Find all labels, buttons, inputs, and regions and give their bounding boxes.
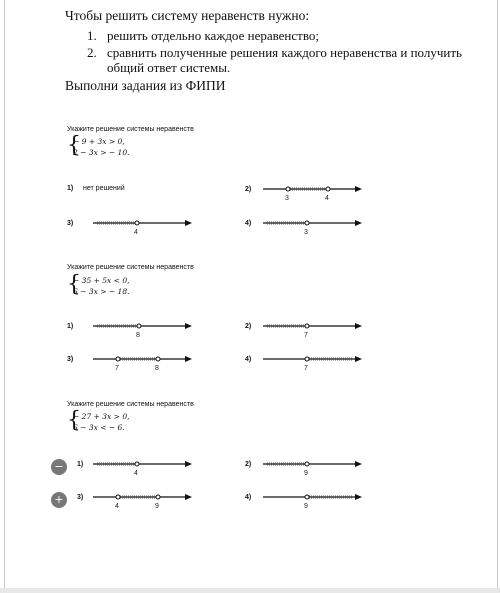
- tick-label: 9: [155, 503, 159, 510]
- point-open: [116, 495, 120, 499]
- task-1-option-3[interactable]: 3): [67, 220, 74, 227]
- tick-label: 4: [134, 470, 138, 477]
- system-brace: {: [67, 408, 81, 433]
- task-1-option-4-numberline: [263, 216, 363, 236]
- zoom-out-icon[interactable]: −: [51, 459, 67, 475]
- axis-arrow: [185, 356, 192, 362]
- intro-title: Чтобы решить систему неравенств нужно:: [65, 8, 310, 23]
- task-3-title: Укажите решение системы неравенств: [67, 401, 194, 408]
- tick-label: 3: [285, 195, 289, 202]
- document-page: [4, 0, 498, 589]
- task-2-option-2[interactable]: 2): [245, 323, 252, 330]
- inequality-1: − 9 + 3x > 0,: [73, 137, 125, 146]
- tick-label: 7: [304, 332, 308, 339]
- point-open: [156, 357, 160, 361]
- tick-label: 9: [304, 503, 308, 510]
- tick-label: 7: [304, 365, 308, 372]
- axis-arrow: [355, 220, 362, 226]
- task-3-option-3[interactable]: 3): [77, 494, 84, 501]
- point-open: [305, 221, 309, 225]
- step-item: [87, 45, 467, 75]
- task-3-option-4[interactable]: 4): [245, 494, 252, 501]
- step-number: 1.: [87, 28, 97, 43]
- point-open: [305, 324, 309, 328]
- point-open: [305, 495, 309, 499]
- tick-label: 4: [325, 195, 329, 202]
- task-2-option-1-numberline: [93, 319, 193, 339]
- task-1-option-2-numberline: [263, 182, 363, 202]
- axis-arrow: [185, 461, 192, 467]
- task-1-option-1[interactable]: 1): [67, 185, 74, 192]
- axis-arrow: [355, 323, 362, 329]
- point-open: [286, 187, 290, 191]
- task-2-option-3[interactable]: 3): [67, 356, 74, 363]
- point-open: [305, 462, 309, 466]
- task-2-option-3-numberline: [93, 352, 193, 372]
- axis-arrow: [355, 494, 362, 500]
- point-open: [137, 324, 141, 328]
- task-3-option-3-numberline: [93, 490, 193, 510]
- subtitle: Выполни задания из ФИПИ: [65, 78, 226, 93]
- task-1-option-4[interactable]: 4): [245, 220, 252, 227]
- zoom-in-icon[interactable]: +: [51, 492, 67, 508]
- task-1-option-2[interactable]: 2): [245, 186, 252, 193]
- steps-list: [87, 28, 467, 77]
- task-2-option-2-numberline: [263, 319, 363, 339]
- system-brace: {: [67, 272, 81, 297]
- axis-arrow: [355, 356, 362, 362]
- tick-label: 3: [304, 229, 308, 236]
- tick-label: 4: [134, 229, 138, 236]
- inequality-2: 6 − 3x > − 18.: [73, 287, 130, 296]
- task-3-option-1-numberline: [93, 457, 193, 477]
- task-1-option-1-text: нет решений: [83, 185, 125, 192]
- point-open: [156, 495, 160, 499]
- inequality-1: − 27 + 3x > 0,: [73, 412, 130, 421]
- system-brace: {: [67, 133, 81, 158]
- point-open: [305, 357, 309, 361]
- step-text: сравнить полученные решения каждого неравенства и получить общий ответ системы.: [107, 45, 462, 75]
- axis-arrow: [355, 461, 362, 467]
- task-3-option-2[interactable]: 2): [245, 461, 252, 468]
- task-1-title: Укажите решение системы неравенств: [67, 126, 194, 133]
- task-2-option-4[interactable]: 4): [245, 356, 252, 363]
- point-open: [135, 221, 139, 225]
- axis-arrow: [185, 494, 192, 500]
- tick-label: 8: [136, 332, 140, 339]
- inequality-2: 2 − 3x > − 10.: [73, 148, 130, 157]
- point-open: [326, 187, 330, 191]
- axis-arrow: [185, 220, 192, 226]
- point-open: [116, 357, 120, 361]
- task-3-option-1[interactable]: 1): [77, 461, 84, 468]
- inequality-1: − 35 + 5x < 0,: [73, 276, 130, 285]
- tick-label: 9: [304, 470, 308, 477]
- task-2-option-4-numberline: [263, 352, 363, 372]
- axis-arrow: [185, 323, 192, 329]
- inequality-2: 6 − 3x < − 6.: [73, 423, 125, 432]
- tick-label: 8: [155, 365, 159, 372]
- task-2-title: Укажите решение системы неравенств: [67, 264, 194, 271]
- tick-label: 4: [115, 503, 119, 510]
- task-3-option-4-numberline: [263, 490, 363, 510]
- task-2-option-1[interactable]: 1): [67, 323, 74, 330]
- task-3-option-2-numberline: [263, 457, 363, 477]
- step-number: 2.: [87, 45, 97, 60]
- point-open: [135, 462, 139, 466]
- tick-label: 7: [115, 365, 119, 372]
- axis-arrow: [355, 186, 362, 192]
- bottom-bar: [0, 588, 500, 593]
- step-text: решить отдельно каждое неравенство;: [107, 28, 320, 43]
- step-item: [87, 28, 467, 43]
- task-1-option-3-numberline: [93, 216, 193, 236]
